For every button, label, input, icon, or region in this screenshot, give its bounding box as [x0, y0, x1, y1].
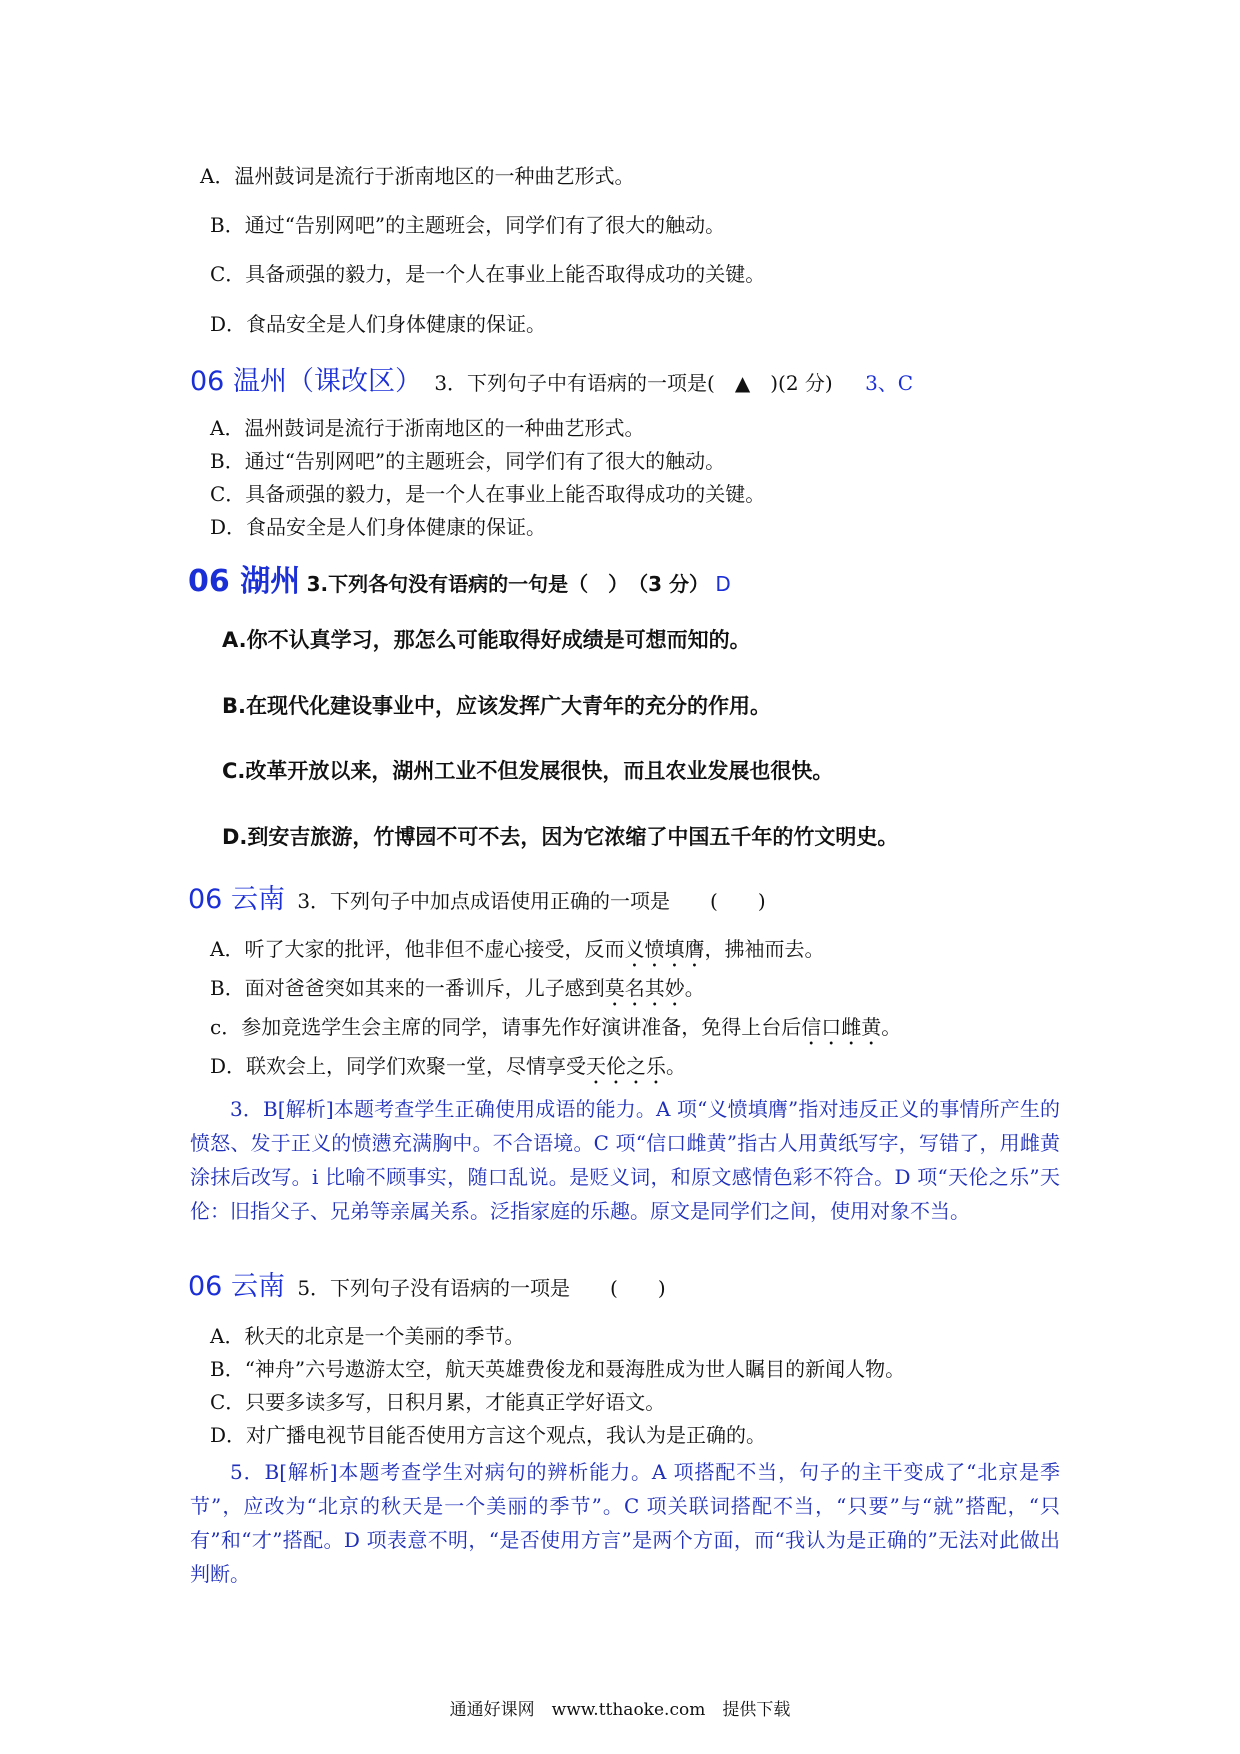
explanation-paragraph: 5．B[解析]本题考查学生对病句的辨析能力。A 项搭配不当，句子的主干变成了“北京是季节”，应改为“北京的秋天是一个美丽的季节”。C 项关联词搭配不当，“只要”与“就”搭配，“只有”和“才”搭配。D 项表意不明，“是否使用方言”是两个方面，而“我认为是正确的”无法对此做出判断。	[190, 1460, 1060, 1586]
option-text: ，拂袖而去。	[704, 937, 825, 961]
option-line	[210, 1052, 686, 1089]
option-line: B．“神舟”六号遨游太空，航天英雄费俊龙和聂海胜成为世人瞩目的新闻人物。	[210, 1357, 906, 1381]
option-line: C.改革开放以来，湖州工业不但发展很快，而且农业发展也很快。	[222, 759, 834, 783]
source-label: 06 温州（课改区）	[190, 366, 422, 397]
option-line	[210, 1013, 901, 1050]
answer-key: 3、C	[865, 371, 914, 395]
option-text: A．听了大家的批评，他非但不虚心接受，反而	[210, 937, 625, 961]
dotted-idiom: 莫名其妙	[604, 976, 685, 1000]
option-text: D．联欢会上，同学们欢聚一堂，尽情享受	[210, 1054, 587, 1078]
option-line: A．秋天的北京是一个美丽的季节。	[210, 1324, 525, 1348]
option-line: C．具备顽强的毅力，是一个人在事业上能否取得成功的关键。	[210, 482, 766, 506]
source-label: 06 湖州	[188, 564, 301, 599]
question-stem: 5．下列句子没有语病的一项是 ( )	[297, 1276, 666, 1300]
option-line: A．温州鼓词是流行于浙南地区的一种曲艺形式。	[210, 416, 645, 440]
dotted-idiom: 义愤填膺	[624, 937, 705, 961]
question-header-yunnan-3	[188, 880, 766, 921]
question-header-yunnan-5	[188, 1267, 666, 1308]
page-footer: 通通好课网 www.tthaoke.com 提供下载	[449, 1700, 791, 1720]
option-line: C．具备顽强的毅力，是一个人在事业上能否取得成功的关键。	[210, 262, 766, 286]
question-stem: 3.下列各句没有语病的一句是（ ） （3 分）	[306, 572, 709, 596]
dotted-idiom: 天伦之乐	[586, 1054, 667, 1078]
source-label: 06 云南	[188, 884, 285, 915]
question-stem: 3．下列句子中有语病的一项是( ▲ )(2 分)	[434, 371, 833, 395]
question-header-huzhou	[188, 560, 731, 606]
option-line: A.你不认真学习，那怎么可能取得好成绩是可想而知的。	[222, 628, 751, 652]
option-line	[210, 935, 824, 972]
option-line: A．温州鼓词是流行于浙南地区的一种曲艺形式。	[200, 164, 635, 188]
question-stem: 3．下列句子中加点成语使用正确的一项是 ( )	[297, 889, 766, 913]
option-line: C．只要多读多写，日积月累，才能真正学好语文。	[210, 1390, 666, 1414]
option-text: 。	[666, 1054, 687, 1078]
option-line: D．食品安全是人们身体健康的保证。	[210, 312, 547, 336]
option-text: c．参加竞选学生会主席的同学，请事先作好演讲准备，免得上台后	[210, 1015, 802, 1039]
option-line	[210, 974, 705, 1011]
question-header-wenzhou	[190, 362, 913, 403]
source-label: 06 云南	[188, 1271, 285, 1302]
option-text: 。	[684, 976, 705, 1000]
option-line: B.在现代化建设事业中，应该发挥广大青年的充分的作用。	[222, 694, 771, 718]
option-line: D．食品安全是人们身体健康的保证。	[210, 515, 547, 539]
option-line: D．对广播电视节目能否使用方言这个观点，我认为是正确的。	[210, 1423, 767, 1447]
option-text: 。	[881, 1015, 902, 1039]
dotted-idiom: 信口雌黄	[801, 1015, 882, 1039]
option-line: D.到安吉旅游，竹博园不可不去，因为它浓缩了中国五千年的竹文明史。	[222, 825, 899, 849]
explanation-paragraph: 3．B[解析]本题考查学生正确使用成语的能力。A 项“义愤填膺”指对违反正义的事情所产生的愤怒、发于正义的愤懑充满胸中。不合语境。C 项“信口雌黄”指古人用黄纸写字，写错了，用雌黄涂抹后改写。i 比喻不顾事实，随口乱说。是贬义词，和原文感情色彩不符合。D 项“天伦之乐”天伦：旧指父子、兄弟等亲属关系。泛指家庭的乐趣。原文是同学们之间，使用对象不当。	[190, 1097, 1060, 1223]
option-line: B．通过“告别网吧”的主题班会，同学们有了很大的触动。	[210, 449, 726, 473]
option-line: B．通过“告别网吧”的主题班会，同学们有了很大的触动。	[210, 213, 726, 237]
answer-key: D	[715, 572, 731, 596]
option-text: B．面对爸爸突如其来的一番训斥，儿子感到	[210, 976, 605, 1000]
